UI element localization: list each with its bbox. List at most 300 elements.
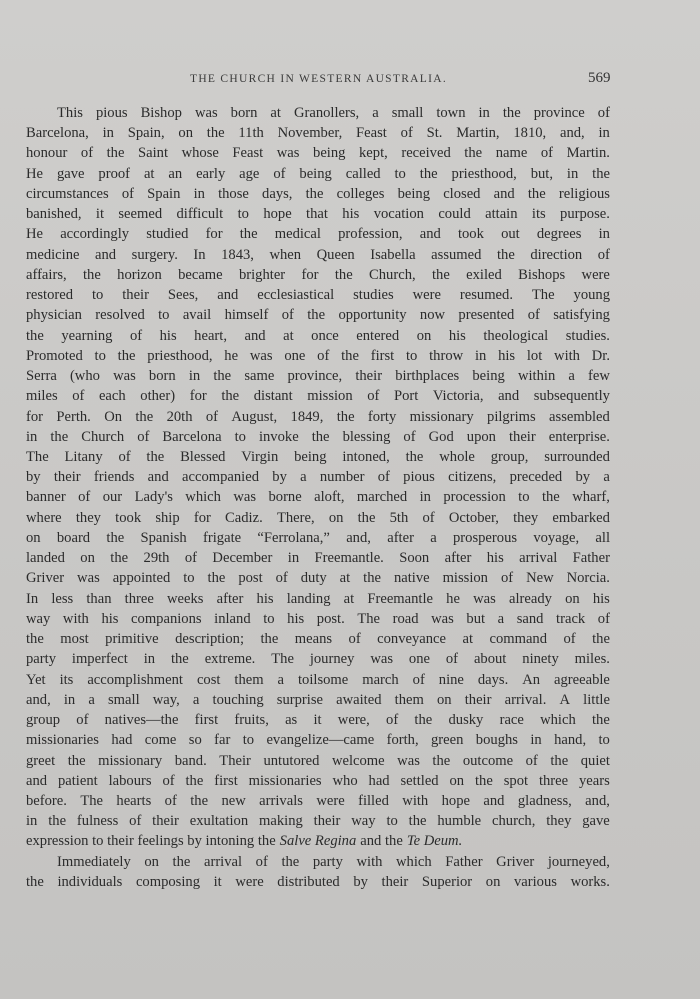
word: to [394, 165, 406, 182]
word: board [56, 529, 91, 546]
text-line [26, 103, 610, 123]
word: August, [231, 408, 278, 425]
word: post [238, 570, 263, 587]
word: was [397, 752, 420, 769]
word: of [597, 105, 610, 121]
word: Soon [399, 550, 430, 567]
word: Virgin [241, 448, 279, 465]
word: ninety [522, 651, 559, 668]
word: humble [437, 813, 482, 830]
word: assembled [549, 408, 610, 425]
word: description; [175, 631, 245, 648]
word: blessing [342, 428, 391, 445]
word: distant [253, 388, 293, 405]
word: avail [182, 307, 212, 324]
word: religious [558, 185, 610, 202]
word: Dr. [591, 347, 610, 364]
word: the [117, 347, 136, 364]
word: This [57, 105, 83, 121]
word: yearning [61, 327, 113, 344]
word: of [540, 145, 554, 162]
paragraph [26, 852, 610, 892]
word: the [363, 570, 381, 587]
word: in [26, 813, 38, 830]
word: the [496, 246, 515, 263]
word: way [351, 813, 376, 830]
word: difficult [176, 206, 224, 223]
word: was [233, 489, 257, 506]
word: in [26, 428, 38, 445]
word: The [531, 287, 555, 304]
word: accomplishment [87, 671, 183, 688]
text-line [26, 609, 610, 629]
word: of [445, 651, 459, 668]
word: 29th [143, 550, 170, 567]
word: his [287, 610, 305, 627]
word: small [108, 691, 140, 708]
word: sand [516, 610, 544, 627]
word: upon [466, 428, 496, 445]
word: on [144, 853, 159, 870]
word: that [306, 206, 328, 223]
word: out [501, 226, 520, 243]
word: missionaries [26, 732, 99, 749]
word: other) [140, 388, 176, 405]
word: Perth. [56, 408, 91, 425]
word: when [269, 246, 302, 263]
word: 1810, [513, 125, 547, 142]
word: “Ferrolana,” [257, 529, 330, 546]
word: intoned, [342, 448, 390, 465]
word: accordingly [60, 226, 130, 243]
word: evangelize—came [266, 732, 375, 749]
word: Barcelona, [26, 125, 89, 142]
word: way, [152, 691, 180, 708]
word: of [78, 489, 91, 506]
word: resumed. [459, 287, 513, 304]
word: who [332, 772, 358, 789]
word: birthplaces [395, 368, 460, 385]
word: miles. [574, 651, 610, 668]
word: and, [26, 691, 51, 708]
word: born [230, 105, 258, 121]
word: about [473, 651, 507, 668]
word: embarked [552, 509, 610, 526]
word: the [106, 145, 125, 162]
word: name [495, 145, 528, 162]
text-line [26, 690, 610, 710]
word: three [538, 772, 569, 789]
word: dusky [448, 712, 484, 729]
word: restored [26, 287, 74, 304]
text-line [26, 730, 610, 750]
word: his [101, 610, 119, 627]
word: the [550, 752, 569, 769]
word: the [541, 489, 560, 506]
word: In [26, 590, 39, 607]
word: hope [263, 206, 292, 223]
word: primitive [105, 631, 159, 648]
word: fruits, [234, 712, 269, 729]
word: could [438, 206, 471, 223]
word: for [26, 408, 44, 425]
word: forty [367, 408, 397, 425]
word: days, [262, 185, 293, 202]
word: and [147, 469, 169, 486]
word: after [216, 590, 244, 607]
word: invoke [258, 428, 299, 445]
word: was [431, 610, 454, 627]
word: which [540, 712, 576, 729]
word: appointed [112, 570, 171, 587]
word: of [162, 772, 175, 789]
word: of [129, 813, 142, 830]
word: works. [570, 873, 610, 890]
word: come [144, 732, 177, 749]
word: was [249, 347, 273, 364]
word: were [412, 287, 441, 304]
word: and, [585, 792, 610, 809]
word: degrees [536, 226, 582, 243]
word: of [129, 327, 143, 344]
word: making [259, 813, 303, 830]
word: of [525, 752, 538, 769]
text-span: and the [360, 833, 403, 850]
word: ecclesiastical [257, 287, 335, 304]
page-number: 569 [588, 70, 611, 86]
word: Freemantle [367, 590, 434, 607]
word: the [135, 408, 154, 425]
word: (who [69, 368, 100, 385]
word: the [357, 509, 376, 526]
word: the [106, 529, 125, 546]
word: duty [300, 570, 327, 587]
word: Isabella [370, 246, 416, 263]
word: In [193, 246, 206, 263]
word: so [188, 732, 202, 749]
text-line [26, 285, 610, 305]
text-line [26, 164, 610, 184]
word: his [498, 347, 516, 364]
word: small [391, 105, 424, 121]
word: himself [224, 307, 269, 324]
word: quiet [580, 752, 610, 769]
word: was [370, 651, 394, 668]
word: the [341, 347, 359, 364]
word: the [260, 631, 279, 648]
word: mission [307, 388, 353, 405]
word: of [597, 246, 610, 263]
word: group [26, 712, 61, 729]
word: and [217, 287, 239, 304]
word: companions [131, 610, 202, 627]
word: hearts [116, 792, 152, 809]
word: their [53, 469, 81, 486]
word: closed [443, 185, 481, 202]
word: Griver [26, 570, 65, 587]
word: party [312, 853, 343, 870]
word: vocation [373, 206, 424, 223]
word: and [498, 388, 520, 405]
word: on [416, 327, 432, 344]
word: in [478, 105, 490, 121]
word: of [72, 388, 85, 405]
text-line [26, 407, 610, 427]
word: in [102, 125, 114, 142]
word: aloft, [314, 489, 345, 506]
word: Griver [496, 853, 535, 870]
word: it [313, 712, 322, 729]
word: green [431, 732, 464, 749]
word: and [419, 226, 441, 243]
word: of [403, 428, 416, 445]
word: presented [458, 307, 515, 324]
word: 11th [238, 125, 264, 142]
word: little [583, 691, 610, 708]
word: and, [346, 529, 371, 546]
word: of [118, 448, 131, 465]
word: gave [582, 813, 610, 830]
word: first [370, 347, 395, 364]
word: each [98, 388, 126, 405]
word: of [273, 165, 286, 182]
word: missionary [98, 752, 163, 769]
word: few [588, 368, 610, 385]
word: called [345, 165, 381, 182]
word: resolved [95, 307, 145, 324]
word: being [397, 185, 431, 202]
word: on [436, 691, 452, 708]
word: after [444, 550, 472, 567]
word: Cadiz. [225, 509, 263, 526]
word: gladness, [517, 792, 572, 809]
word: with [402, 792, 429, 809]
word: race [499, 712, 524, 729]
word: voyage, [533, 529, 580, 546]
word: miles [26, 388, 58, 405]
word: October, [448, 509, 499, 526]
word: was [77, 570, 100, 587]
word: became [178, 266, 223, 283]
word: where [26, 509, 62, 526]
word: the [405, 448, 424, 465]
word: Lady's [134, 489, 173, 506]
word: New [526, 570, 554, 587]
text-line [26, 872, 610, 892]
word: A [559, 691, 571, 708]
word: province, [287, 368, 343, 385]
word: one [284, 347, 306, 364]
word: natives—the [104, 712, 179, 729]
word: patient [57, 772, 98, 789]
word: the [82, 266, 101, 283]
text-line [26, 568, 610, 588]
word: at [343, 590, 355, 607]
word: he [446, 590, 460, 607]
word: age [239, 165, 260, 182]
word: of [386, 712, 399, 729]
word: nine [438, 671, 464, 688]
word: the [474, 772, 493, 789]
word: the [26, 873, 44, 890]
word: once [311, 327, 339, 344]
word: December [212, 550, 273, 567]
word: the [110, 550, 129, 567]
word: post. [316, 610, 345, 627]
word: Bishop [140, 105, 182, 121]
word: Yet [26, 671, 46, 688]
word: Immediately [57, 853, 131, 870]
word: imperfect [71, 651, 128, 668]
word: heart, [194, 327, 227, 344]
word: agreeable [554, 671, 610, 688]
word: medicine [26, 246, 80, 263]
word: hand, [554, 732, 587, 749]
word: of [367, 388, 380, 405]
word: in [287, 550, 300, 567]
word: proof [98, 165, 131, 182]
word: to [263, 610, 275, 627]
word: spot [503, 772, 529, 789]
word: new [221, 792, 246, 809]
word: to [386, 813, 398, 830]
word: banished, [26, 206, 82, 223]
word: before. [26, 792, 67, 809]
word: the [239, 226, 258, 243]
word: at [270, 105, 281, 121]
word: Church [81, 428, 125, 445]
word: being [294, 448, 327, 465]
word: Blessed [180, 448, 226, 465]
word: to [242, 732, 255, 749]
word: journeyed, [547, 853, 610, 870]
word: the [307, 307, 326, 324]
word: to [91, 287, 104, 304]
word: for [193, 509, 211, 526]
word: the [592, 631, 610, 648]
word: Church, [369, 266, 416, 283]
word: it [95, 206, 104, 223]
word: born [148, 368, 176, 385]
word: labours [108, 772, 152, 789]
body-text [26, 103, 610, 892]
word: town [436, 105, 466, 121]
word: opportunity [338, 307, 407, 324]
word: of [137, 428, 150, 445]
word: a [192, 691, 200, 708]
word: entered [356, 327, 400, 344]
word: pious [95, 105, 128, 121]
word: priesthood, [451, 165, 517, 182]
word: command [489, 631, 548, 648]
word: but, [530, 165, 553, 182]
word: the [185, 772, 204, 789]
word: with [356, 853, 383, 870]
word: in [63, 691, 76, 708]
word: to [94, 347, 106, 364]
word: to [234, 428, 246, 445]
word: which [396, 853, 432, 870]
word: were [316, 792, 345, 809]
word: in [143, 651, 156, 668]
word: various [513, 873, 557, 890]
word: Victoria, [432, 388, 484, 405]
word: in [188, 368, 201, 385]
word: young [573, 287, 610, 304]
word: of [597, 610, 610, 627]
word: now [419, 307, 446, 324]
word: ship [155, 509, 180, 526]
text-line [26, 447, 610, 467]
word: a [430, 529, 437, 546]
word: the [464, 145, 483, 162]
word: mission [442, 570, 488, 587]
word: surprise [276, 691, 323, 708]
word: of [184, 550, 198, 567]
word: the [172, 853, 191, 870]
word: track [556, 610, 586, 627]
word: was [113, 368, 136, 385]
word: had [111, 732, 133, 749]
word: being [472, 368, 505, 385]
word: their [122, 287, 149, 304]
word: pilgrims [487, 408, 536, 425]
word: of [527, 307, 540, 324]
word: of [205, 408, 219, 425]
word: friends [93, 469, 135, 486]
word: There, [276, 509, 315, 526]
word: most [60, 631, 89, 648]
word: He [26, 226, 44, 243]
word: The [271, 651, 294, 668]
word: horizon [117, 266, 162, 283]
word: the [146, 448, 165, 465]
word: of [348, 631, 361, 648]
word: welcome [331, 752, 385, 769]
word: first [214, 772, 238, 789]
word: his [592, 590, 610, 607]
word: forth, [386, 732, 419, 749]
word: touching [212, 691, 264, 708]
word: took [115, 509, 142, 526]
word: He [26, 165, 44, 182]
word: Martin, [456, 125, 500, 142]
text-line [26, 123, 610, 143]
word: less [51, 590, 74, 607]
word: Norcia. [566, 570, 610, 587]
word: filled [358, 792, 389, 809]
word: to [598, 732, 610, 749]
word: road [392, 610, 419, 627]
word: of [400, 125, 413, 142]
word: untutored [263, 752, 320, 769]
word: the [419, 165, 438, 182]
word: outcome [462, 752, 514, 769]
word: arrivals [259, 792, 303, 809]
word: the [50, 428, 69, 445]
word: The [80, 792, 104, 809]
text-line [26, 649, 610, 669]
word: those [218, 185, 249, 202]
word: its [59, 671, 74, 688]
text-line [26, 427, 610, 447]
word: a [300, 469, 307, 486]
word: priesthood, [147, 347, 213, 364]
word: same [244, 368, 275, 385]
word: means [294, 631, 333, 648]
word: a [277, 671, 285, 688]
word: of [422, 509, 435, 526]
